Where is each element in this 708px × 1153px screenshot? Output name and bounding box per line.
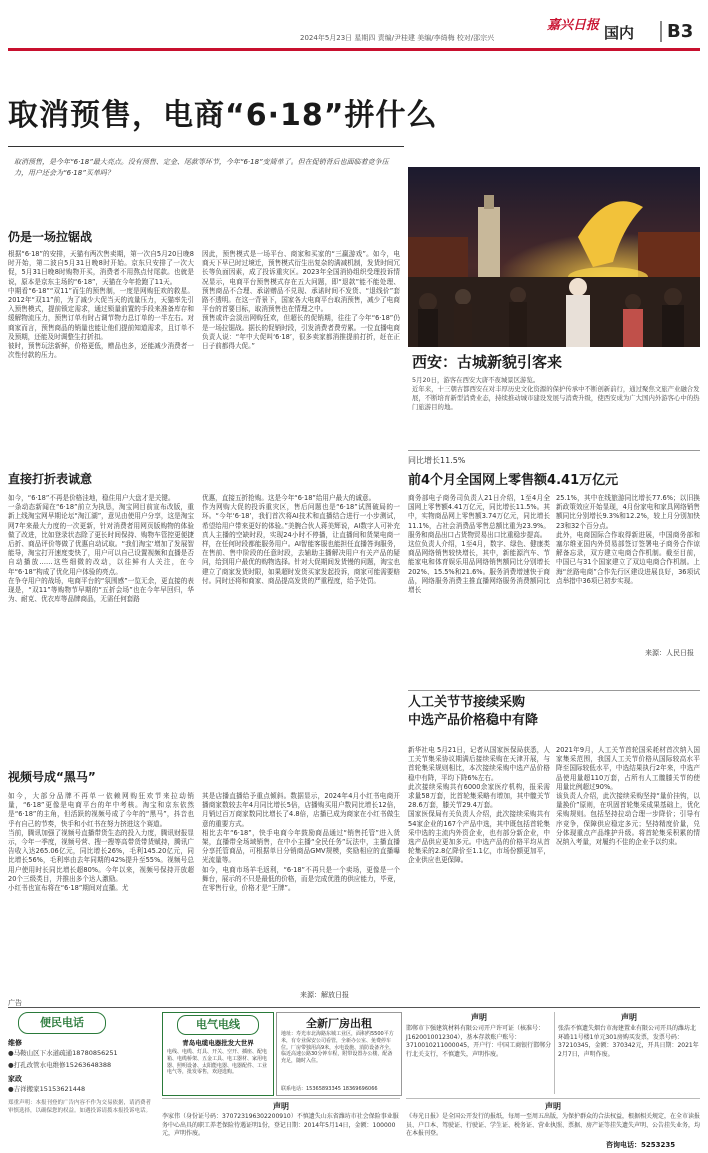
a1-col1: 根据“6·18”的安排，天猫有两次售卖期，第一次自5月20日晚8时开始，第二波自5月31日晚8时开始。京东只安排了一次大促，5月31日晚8时购物开买，消费者不用熬点付尾款。也就是说，原本是京东主场的“6·18”，天猫在今年抢跑了11天。 中期看“6·18”“双11”而生的预售制，一度是网购狂欢的救星。2012年“双11”前，为了减少大促当天的流量压力，天猫率先引入预售模式，提前锁定需求，通过锁量前置的手段来准备库存和缓解物流压力，预售订单有时占调节物力总订单的一半左右。对商家而言，预售商品的销量也能让他们提前知道需求，且订单不及预期，还能及时调整生打折扣。 彼时，预售玩法新鲜，价格更低，赠品也多，还能减少消费者一次性付款的压力。 [8,250,194,360]
b1-kicker: 同比增长11.5% [408,456,466,465]
subhead-2: 直接打折表诚意 [8,472,93,486]
bianmin-line2: ●打孔改管水电维修15263648388 [8,1061,112,1069]
subhead-1: 仍是一场拉锯战 [8,230,93,244]
b2-col1: 新华社电 5月21日，记者从国家医保局获悉，人工关节集采协议期满后接续采购在天津开展，与首轮集采规则相比，本次接续采购中选产品价格稳中有降，平均下降6%左右。 此次接续采购共有6000余家医疗机构，报采需求量58万套，比首轮集采略有增加，其中髋关节28.6万套，膝关节29.4万套。 国家医保局有关负责人介绍，此次接续采购共有54家企业的167个产品中选，其中既包括首轮集采中选的主流内外资企业，也有部分新企业，中选产品供应更加多元。中选产品的价格平均从首轮集采的2.8亿降价至1.1亿，市场份额更加平，企业供应也更保障。 [408,746,550,865]
b1-title: 前4个月全国网上零售额4.41万亿元 [408,473,619,488]
bianmin-badge: 便民电话 [18,1012,106,1034]
main-headline: 取消预售，电商“6·18”拼什么 [8,98,438,133]
notice-4-text: 《寿光日报》是全国公开发行的报纸，每周一至周五出版，为保护群众的合法权益，根据相关规定，在全市读报员、户口本、驾驶证、行驶证、学生证、税务证、营业执照、票据、房产证等挂失遗失声明、公告挂失业务，均在本报刊登。 [406,1113,701,1137]
notice-2-text: 张浩不慎遗失烟台市海建置业有限公司开具的潍坊北环路11号楼1单元301房购买发票，发票号码：37210345，金额：370342元，开具日期：2021年2月7日，声明作废。 [558,1025,699,1058]
header-rule [8,48,700,51]
factory-rent-phone: 联系电话：15365893345 18369696066 [281,1086,378,1092]
b1-col2: 25.1%，其中在线旅游同比增长77.6%；以旧换新政策效应开始显现，4月份家电和家具网络销售额同比分别增长9.3%和12.2%，较上月分别加快23和32个百分点。 此外，电商国际合作取得新进展，中国商务部和塞尔维亚国内外贸易部签订签署电子商务合作谅解备忘录，双方建立电商合作机制。截至目前，中国已与31个国家建立了双边电商合作机制。上海“丝路电商”合作先行区建设进展良好，36项试点举措中36项已初步实现。 [556,494,700,585]
notice-1-text: 邯郸市卞强建筑材料有限公司开户许可证（核准号：J1620010012304），基本存款账户账号：3710010211000045，开户行：中国工商银行邯郸分行北关支行，不慎遗失，声明作废。 [406,1025,552,1058]
notice-3 [162,1098,400,1151]
date-line: 2024年5月23日 星期四 责编/尹桂建 美编/李绮梅 校对/邵宗兴 [300,34,495,42]
page-header [0,0,708,48]
factory-rent-title: 全新厂房出租 [306,1017,372,1030]
notice-3-title: 声明 [273,1102,289,1111]
diangi-desc: 电线、电缆、灯具、开关、空开、插座、配电箱、电缆桥架、五金工具、电工器材、家用电器、照明设备、太阳能电器、电器配件、工业电气等，批发零售，欢迎选购。 [167,1049,268,1076]
notice-1-title: 声明 [471,1013,487,1022]
notice-4 [406,1098,700,1151]
a3-col1: 如今，大部分品牌不再单一依赖网购狂欢节来拉动销量，“6·18”更像是电商平台的年中考核。淘宝和京东依然是“6·18”的主角，但活跃的视频号成了今年的“黑马”，抖音也乎有自己的节奏，快手和小红书在努力挤进这个赛道。 当前，腾讯加强了视频号直播带货生态的投入力度，腾讯财报显示，今年一季度，视频号营、搜一搜等高带货带货赋持，腾讯广告收入达265.06亿元，同比增长26%，毛利145.20亿元，同比增长56%，毛利率由去年同期的42%提升至55%。视频号总用户使用时长同比增长超80%。今年以来，视频号保持开放超20个三级类目，并推出多个达人激励。 小红书也宣布将在“6·18”期间对直播。尤 [8,792,194,893]
subhead-3: 视频号成“黑马” [8,770,96,784]
photo-title: 西安：古城新貌引客来 [412,353,563,371]
photo-scene [408,167,700,347]
news-photo [408,167,700,347]
b1-source: 来源：人民日报 [645,649,694,657]
a2-col1: 如今，“6·18”不再是价格洼地，稳住用户大盘才是关键。 一条动态新闻在“6·18”前立为执恳，淘宝网目前宣布改版，重新上线淘宝网早期论坛“淘江湖”，意见由使用户分享，这是淘宝网7年来最大力度的一次更新，针对消费者用网页版购物的体验做了改进，比如登录状态除了更长时间保持、购物车管控更便捷后折、商品评价等做了优惠自动试取。“我们淘宝‘增加了发展智能导，淘宝打开速度变快了，用户可以自己设置视频和直播是否自动播放……这些细微的改动，以往鲜有人关注，在今年“6·18”构成了优化用户体验的亮点。 在争夺用户的战场，电商平台的“氛围感”一览无余，更直接的表现是，“双11”等购物节早期的“五折会场”也在今年早回归，华为、耐克、优衣库等品牌商品，无需任何套路 [8,494,194,604]
section-name: 国内 [604,24,635,42]
diangi-ad [162,1012,274,1096]
a3-source: 来源：解放日报 [300,991,349,999]
factory-rent-desc: 地址：寿光市北海路东城工业区，面积约5500平方米，有专业保安公司看管，全新办公室、免费停车位。厂房带独用高9米，水电设施、消防设备齐全，临近高速公路30分钟车程，附带设置办公楼，配备充足，随时入住。 [281,1031,395,1065]
lead-paragraph: 取消预售，是今年“6·18”最大亮点。没有预售、定金、尾款等环节，今年“6·18”变简单了。但在促销背后也面临着竞争压力，用户还会为“6·18”买单吗？ [14,158,389,177]
headline-rule [8,146,404,147]
notice-2-title: 声明 [621,1013,637,1022]
ads-rule [8,1007,700,1008]
bianmin-cat2: 家政 [8,1075,22,1083]
bianmin-ad [8,1012,156,1150]
a1-col2: 因此，预售模式是一场平台、商家和买家的“三赢游戏”。如今，电商天下早已时过境迁，预售模式衍生出复杂的满减机制，发货时间冗长等负面因素，成了投诉重灾区。2023年全国消协组织受理投诉情况显示，电商平台预售模式存在五大问题，即“退款”能不能处理、预售商品不合理、承诺赠品不兑现、承诺时间不发货、“退线价”套路不透明。在这一背景下，国家各大电商平台取消预售，减少了电商平台的首要目标，取消预售也在情理之中。 预售或许会淡出网购狂欢，但超长的促销期，往往了今年“6·18”仍是一场拉锯战。据长的促销时段，引发消费者费劳累。一位直播电商负责人说：“年中大促叫‘6·18’，很多卖家都消推提前打折，赶在正日子前都得大促。” [202,250,400,351]
b1-col1: 商务部电子商务司负责人21日介绍，1至4月全国网上零售额4.41万亿元，同比增长11.5%。其中，实物商品网上零售额3.74万亿元，同比增长11.1%，占社会消费品零售总额比重为23.9%。服务和商品出口占货物贸易出口比重稳步提高。 这位负责人介绍，1至4月，数字、绿色、健康类商品网络销售较快增长，其中，新能源汽车、节能家电和体育娱乐用品网络销售额同比分别增长202%、15.5%和21.6%。服务消费增速快于商品，网络服务消费主推直播网络服务消费额同比增长 [408,494,550,595]
a2-col2: 优惠，直接五折抢购。这是今年“6·18”给用户最大的诚意。 作为网购大促的投诉重灾区，售后问题也是“6·18”试图破局的一环。“今年‘6·18’，我们首次将AI技术和直播结合进行一小步测试，希望给用户带来更好的体验。”美腕合伙人蒋美辉说，AI数字人可补充真人主播的空缺时段，实现24小时不停播，让直播间和货架电商一样，在任何时段都能服务用户。AI智能客服也能担任直播答询服务，在售前、售中阶段的任意时段，去辅助主播解决用户有关产品的疑问，给到用户最优的购物选择。针对大促期间发货慢的问题，淘宝也建立了商家发货时限，如果超时发货买家发起投诉，商家可能需要赔付。同时还将和商家、商品提高发货的严重程度，给予处罚。 [202,494,400,585]
page-number: B3 [660,21,693,42]
bianmin-cat1: 维修 [8,1039,22,1047]
a3-col2: 其是店播直播给予重点倾斜。数据显示，2024年4月小红书电商开播商家数较去年4月同比增长5倍，店播购买用户数同比增长12倍，月销过百万商家数同比增长了4.8倍，店播已成为商家在小红书做生意的重要方式。 相比去年“6·18”，快手电商今年鼓励商品通过“销售托管”进入货架，直播带全场域销售，在中小主播“全民任务”玩法中，主播直播分享托管商品，可根据单日分销商品GMV规模，奖励相应的直播曝光流量等。 如今，电商市场羊毛返利，“6·18”不再只是一个卖场，更像是一个舞台，展示的不只是最低的价格，而是完成优胜的供应能力，毕竟，在零售行业，价格才是“王牌”。 [202,792,400,893]
diangi-company: 青岛电缆电器批发大世界 [182,1039,254,1047]
notice-4-phone: 咨询电话：5253235 [606,1141,676,1149]
notice-3-text: 李家伟（身份证号码：370723196302200910）不慎遗失山东省潍坊市社会保险事业服务中心出具的职工养老保险待遇证明1份，登记日期：2014年5月14日，金额：100000元，声明作废。 [162,1113,399,1137]
factory-rent-ad [276,1012,402,1096]
diangi-badge: 电气电线 [177,1015,259,1035]
b1-rule [408,450,700,451]
bianmin-note: 郑重声明：本报刊登的广告内容不作为交易依据，请消费者审慎选择，以确保您的权益。如遇投诉请拨本报投诉电话。 [8,1100,152,1114]
newspaper-logo: 嘉兴日报 [546,18,599,33]
bianmin-line3: ●吉祥搬家15153621448 [8,1085,86,1093]
b2-title: 人工关节节接续采购 中选产品价格稳中有降 [408,695,539,728]
ad-label: 广告 [8,999,22,1007]
ad-divider [554,1012,555,1094]
b2-col2: 2021年9月，人工关节首轮国采耗材首次纳入国家集采范围，我国人工关节价格从国际较高水平降至国际较低水平，中选结果执行2年来，中选产品使用量超110万套，占所有人工髋膝关节的使用量比例超过90%。 该负责人介绍，此次接续采购坚持“量价挂钩，以量换价”原则，在巩固首轮集采成果基础上，优化采购规则。包括坚持拉动合理一步降价；引导有序竞争，保障供应稳定多元；坚持精度价量，兑分体现重点产品维护升级。将首轮集采积累的情况纳入考量，对履约不佳的企业予以约束。 [556,746,700,847]
bianmin-line1: ●马鞍山区下水道疏通18780856251 [8,1049,118,1057]
notice-1 [406,1012,552,1094]
notice-4-title: 声明 [545,1102,561,1111]
notice-2 [558,1012,700,1094]
photo-caption: 5月20日，游客在西安大唐不夜城景区游览。 近年来，十三朝古都西安在对丰厚历史文化资源的保护传承中不断创新前行，通过聚焦文旅产业融合发展，不断培育新型消费业态，持续推动城市建设发展与消费升级，使西安成为广大国内外游客心中的热门旅游目的地。 [412,376,700,411]
b2-rule [408,690,700,691]
